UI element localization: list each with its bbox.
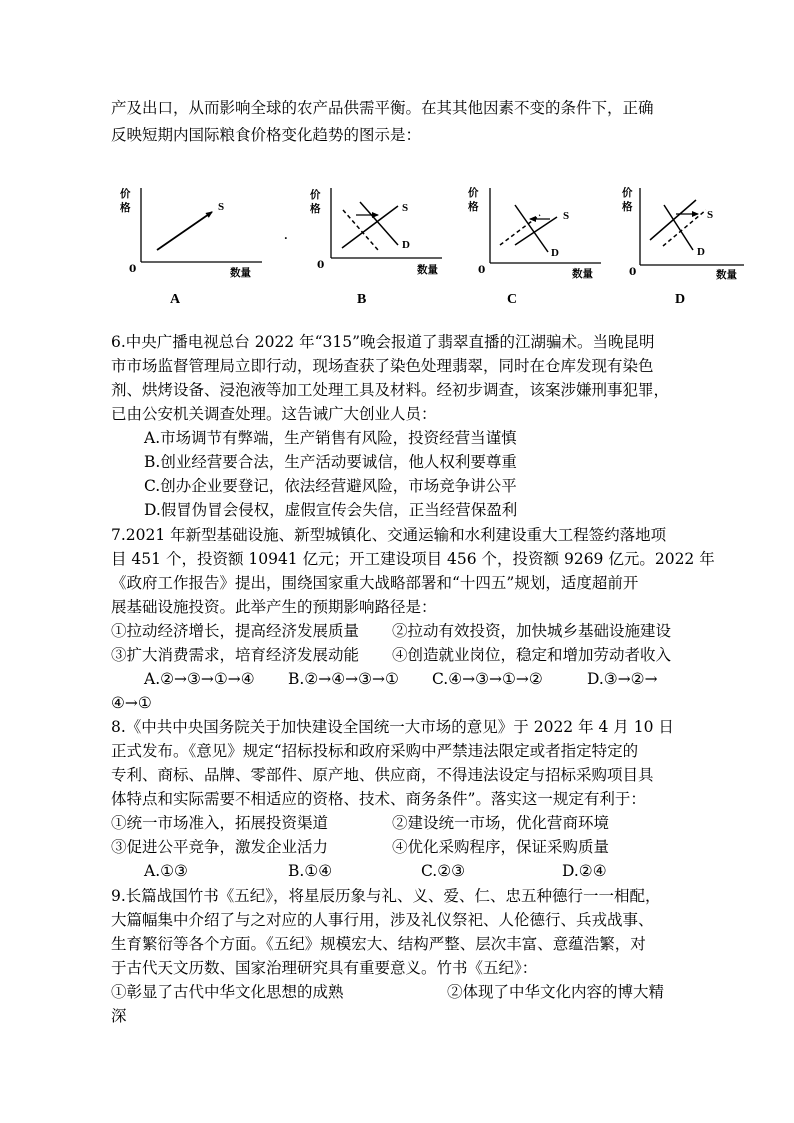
graph-d-ylabel-1: 价: [622, 187, 633, 199]
graph-a: [120, 187, 262, 279]
graph-d-ylabel-2: 格: [622, 201, 633, 213]
graph-a-supply-label: S: [218, 201, 225, 213]
q8-line-1: 8.《中共中央国务院关于加快建设全国统一大市场的意见》于 2022 年 4 月 10 日: [111, 718, 674, 736]
q8-line-4: 体特点和实际需要不相适应的资格、技术、商务条件”。落实这一规定有利于：: [111, 790, 646, 808]
graph-separator: .: [284, 230, 288, 242]
q6-line-4: 已由公安机关调查处理。这告诫广大创业人员：: [111, 405, 437, 423]
graph-d-demand-line: [664, 205, 693, 250]
graph-d-supply-old: [650, 200, 696, 240]
graph-c-demand-label: D: [551, 247, 559, 259]
graph-d-supply-new: [663, 210, 706, 246]
q8-line-2: 正式发布。《意见》规定“招标投标和政府采购中严禁违法限定或者指定特定的: [111, 742, 639, 760]
q7-item-4: ④创造就业岗位，稳定和增加劳动者收入: [392, 646, 672, 664]
q8-line-3: 专利、商标、品牌、零部件、原产地、供应商，不得违法设定与招标采购项目具: [111, 766, 654, 784]
q7-line-4: 展基础设施投资。此举产生的预期影响路径是：: [111, 598, 437, 616]
graph-a-supply-arrow: [157, 212, 212, 250]
graph-a-ylabel-2: 格: [120, 202, 131, 214]
q9-item-2: ②体现了中华文化内容的博大精: [447, 983, 665, 1001]
graph-c-supply-new: [515, 217, 557, 245]
q7-line-2: 目 451 个，投资额 10941 亿元；开工建设项目 456 个，投资额 9269 亿元。2022 年: [111, 550, 715, 568]
q7-line-3: 《政府工作报告》提出，围绕国家重大战略部署和“十四五”规划，适度超前开: [111, 574, 639, 592]
q7-option-c: C.④→③→①→②: [432, 670, 543, 688]
intro-line-2: 反映短期内国际粮食价格变化趋势的图示是：: [111, 126, 422, 144]
q6-line-2: 市市场监督管理局立即行动，现场查获了染色处理翡翠，同时在仓库发现有染色: [111, 357, 654, 375]
q9-line-2: 大篇幅集中介绍了与之对应的人事行用，涉及礼仪祭祀、人伦德行、兵戎战事、: [111, 911, 654, 929]
q9-line-1: 9.长篇战国竹书《五纪》，将星辰历象与礼、义、爱、仁、忠五种德行一一相配，: [111, 887, 661, 905]
graph-b-xlabel: 数量: [417, 264, 438, 276]
graph-b-ylabel-1: 价: [310, 189, 321, 201]
graph-a-xlabel: 数量: [230, 267, 251, 279]
q6-option-b: B.创业经营要合法，生产活动要诚信，他人权利要尊重: [144, 453, 517, 471]
q6-line-1: 6.中央广播电视总台 2022 年“315”晚会报道了翡翠直播的江湖骗术。当晚昆明: [111, 333, 655, 351]
graph-c-xlabel: 数量: [572, 268, 593, 280]
graph-a-ylabel-1: 价: [120, 188, 131, 200]
graph-d: [622, 186, 744, 281]
q7-option-d: D.③→②→: [587, 670, 658, 688]
q9-item-2-wrap: 深: [111, 1007, 127, 1025]
graph-c-caption: C: [507, 292, 518, 307]
graph-b-demand-new: [360, 202, 398, 245]
graph-d-xlabel: 数量: [716, 269, 737, 281]
graph-b-ylabel-2: 格: [310, 203, 321, 215]
q8-option-c: C.②③: [421, 862, 466, 880]
graph-c-ylabel-2: 格: [468, 201, 479, 213]
graph-d-origin: 0: [629, 266, 637, 278]
graph-a-origin: 0: [129, 263, 137, 275]
supply-demand-graphs: [0, 0, 794, 320]
q7-option-d-wrap: ④→①: [111, 694, 152, 712]
q6-line-3: 剂、烘烤设备、浸泡液等加工处理工具及材料。经初步调查，该案涉嫌刑事犯罪，: [111, 381, 670, 399]
q6-option-a: A.市场调节有弊端，生产销售有风险，投资经营当谨慎: [144, 429, 517, 447]
q7-item-2: ②拉动有效投资，加快城乡基础设施建设: [392, 622, 672, 640]
graph-c-origin: 0: [478, 264, 486, 276]
graph-b-caption: B: [357, 292, 367, 307]
graph-a-caption: A: [170, 292, 181, 307]
q8-option-b: B.①④: [288, 862, 333, 880]
q7-option-a: A.②→③→①→④: [144, 670, 255, 688]
q8-item-4: ④优化采购程序，保证采购质量: [392, 838, 610, 856]
graph-b-supply-label: S: [402, 202, 409, 214]
graph-b: [310, 188, 442, 276]
graph-c: [468, 186, 601, 280]
intro-line-1: 产及出口，从而影响全球的农产品供需平衡。在其其他因素不变的条件下，正确: [111, 99, 654, 117]
q7-item-1: ①拉动经济增长，提高经济发展质量: [111, 622, 360, 640]
graph-b-demand-label: D: [402, 239, 410, 251]
graph-c-ylabel-1: 价: [468, 187, 479, 199]
graph-d-demand-label: D: [697, 246, 705, 258]
graph-d-caption: D: [675, 292, 686, 307]
graph-c-demand-line: [515, 205, 548, 252]
q8-item-1: ①统一市场准入，拓展投资渠道: [111, 814, 329, 832]
q8-option-d: D.②④: [562, 862, 607, 880]
q8-item-2: ②建设统一市场，优化营商环境: [392, 814, 610, 832]
q9-line-3: 生育繁衍等各个方面。《五纪》规模宏大、结构严整、层次丰富、意蕴浩繁，对: [111, 935, 646, 953]
q6-option-d: D.假冒伪冒会侵权，虚假宣传会失信，正当经营保盈利: [144, 501, 518, 519]
graph-b-origin: 0: [317, 259, 325, 271]
graph-d-supply-label: S: [707, 209, 714, 221]
q8-option-a: A.①③: [144, 862, 188, 880]
q7-option-b: B.②→④→③→①: [288, 670, 399, 688]
graph-c-supply-label: S: [563, 210, 570, 222]
q9-line-4: 于古代天文历数、国家治理研究具有重要意义。竹书《五纪》：: [111, 959, 538, 977]
q8-item-3: ③促进公平竞争，激发企业活力: [111, 838, 329, 856]
q6-option-c: C.创办企业要登记，依法经营避风险，市场竞争讲公平: [144, 477, 517, 495]
q7-item-3: ③扩大消费需求，培育经济发展动能: [111, 646, 360, 664]
q9-item-1: ①彰显了古代中华文化思想的成熟: [111, 983, 344, 1001]
q7-line-1: 7.2021 年新型基础设施、新型城镇化、交通运输和水利建设重大工程签约落地项: [111, 526, 667, 544]
